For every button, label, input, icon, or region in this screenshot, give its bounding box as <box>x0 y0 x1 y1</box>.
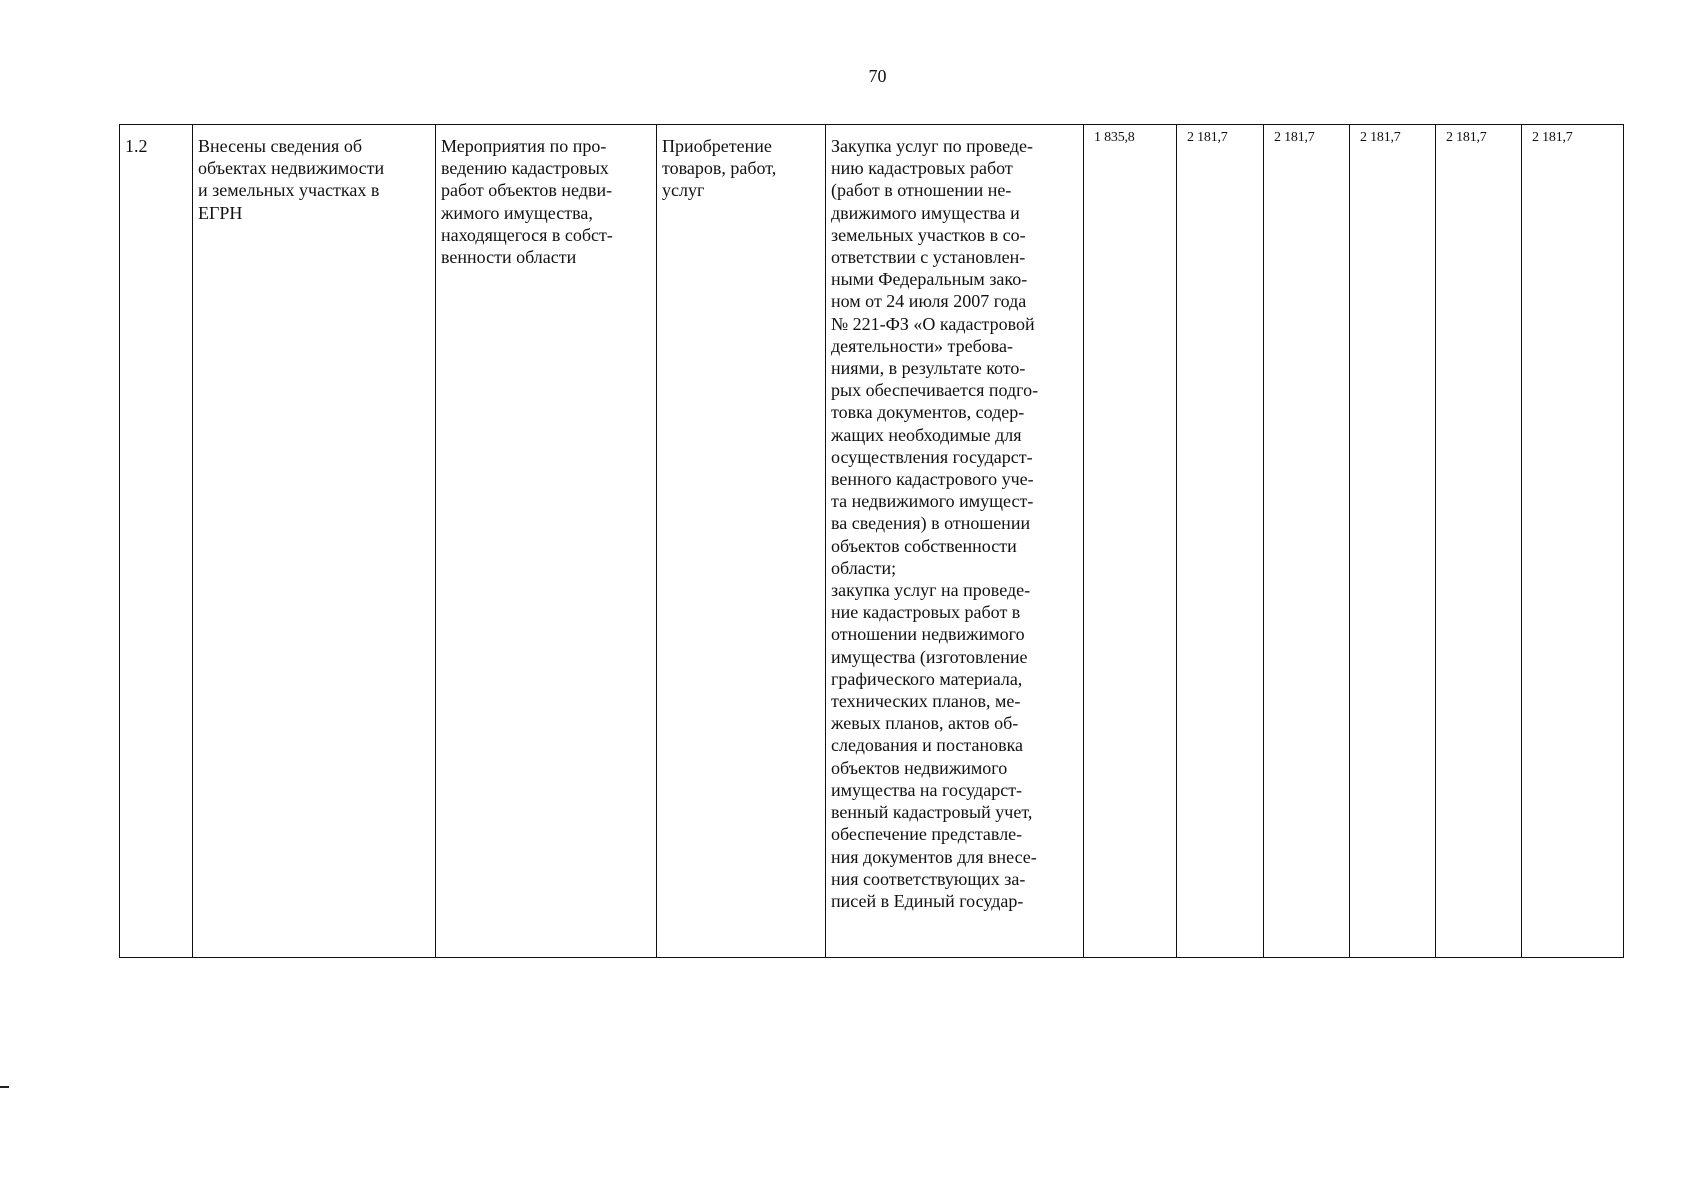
value-year-5: 2 181,7 <box>1446 130 1487 145</box>
result-text: Внесены сведения об объектах недвижимости и земельных участках в ЕГРН <box>198 136 385 223</box>
scan-margin-mark <box>0 1086 9 1088</box>
description-cell <box>826 125 1084 958</box>
value-year-3: 2 181,7 <box>1274 130 1315 145</box>
value-cell <box>1522 125 1624 958</box>
value-year-4: 2 181,7 <box>1360 130 1401 145</box>
description-text: Закупка услуг по проведе- нию кадастровых работ (работ в отношении не- движимого имущества и земельных участков в со- ответствии с установлен- ными Федеральным зако- ном от 24 июля 2007 года № 221-ФЗ «О кадастровой деятельности» требова- ниями, в результате кото- рых обеспечивается подго- товка документов, содер- жащих необходимые для осуществления государст- венного кадастрового уче- та недвижимого имущест- ва сведения) в отношении объектов собственности области; закупка услуг на проведе- ние кадастровых работ в отношении недвижимого имущества (изготовление графического материала, технических планов, ме- жевых планов, актов об- следования и постановка объектов недвижимого имущества на государст- венный кадастровый учет, обеспечение представле- ния документов для внесе- ния соответствующих за- писей в Единый государ- <box>831 136 1039 911</box>
value-year-2: 2 181,7 <box>1187 130 1228 145</box>
value-cell <box>1264 125 1350 958</box>
value-year-1: 1 835,8 <box>1094 130 1135 145</box>
result-cell <box>193 125 436 958</box>
value-cell <box>1436 125 1522 958</box>
expense-type-cell <box>657 125 826 958</box>
value-cell <box>1084 125 1177 958</box>
activity-text: Мероприятия по про- ведению кадастровых работ объектов недви- жимого имущества, находящегося в собст- венности области <box>441 136 613 268</box>
expense-type-text: Приобретение товаров, работ, услуг <box>662 136 777 201</box>
value-year-6: 2 181,7 <box>1532 130 1573 145</box>
value-cell <box>1350 125 1436 958</box>
activity-cell <box>436 125 657 958</box>
row-number: 1.2 <box>125 136 148 156</box>
row-number-cell <box>120 125 193 958</box>
program-table <box>119 124 1624 958</box>
table-row <box>120 125 1624 958</box>
page-number: 70 <box>868 66 887 86</box>
value-cell <box>1177 125 1264 958</box>
